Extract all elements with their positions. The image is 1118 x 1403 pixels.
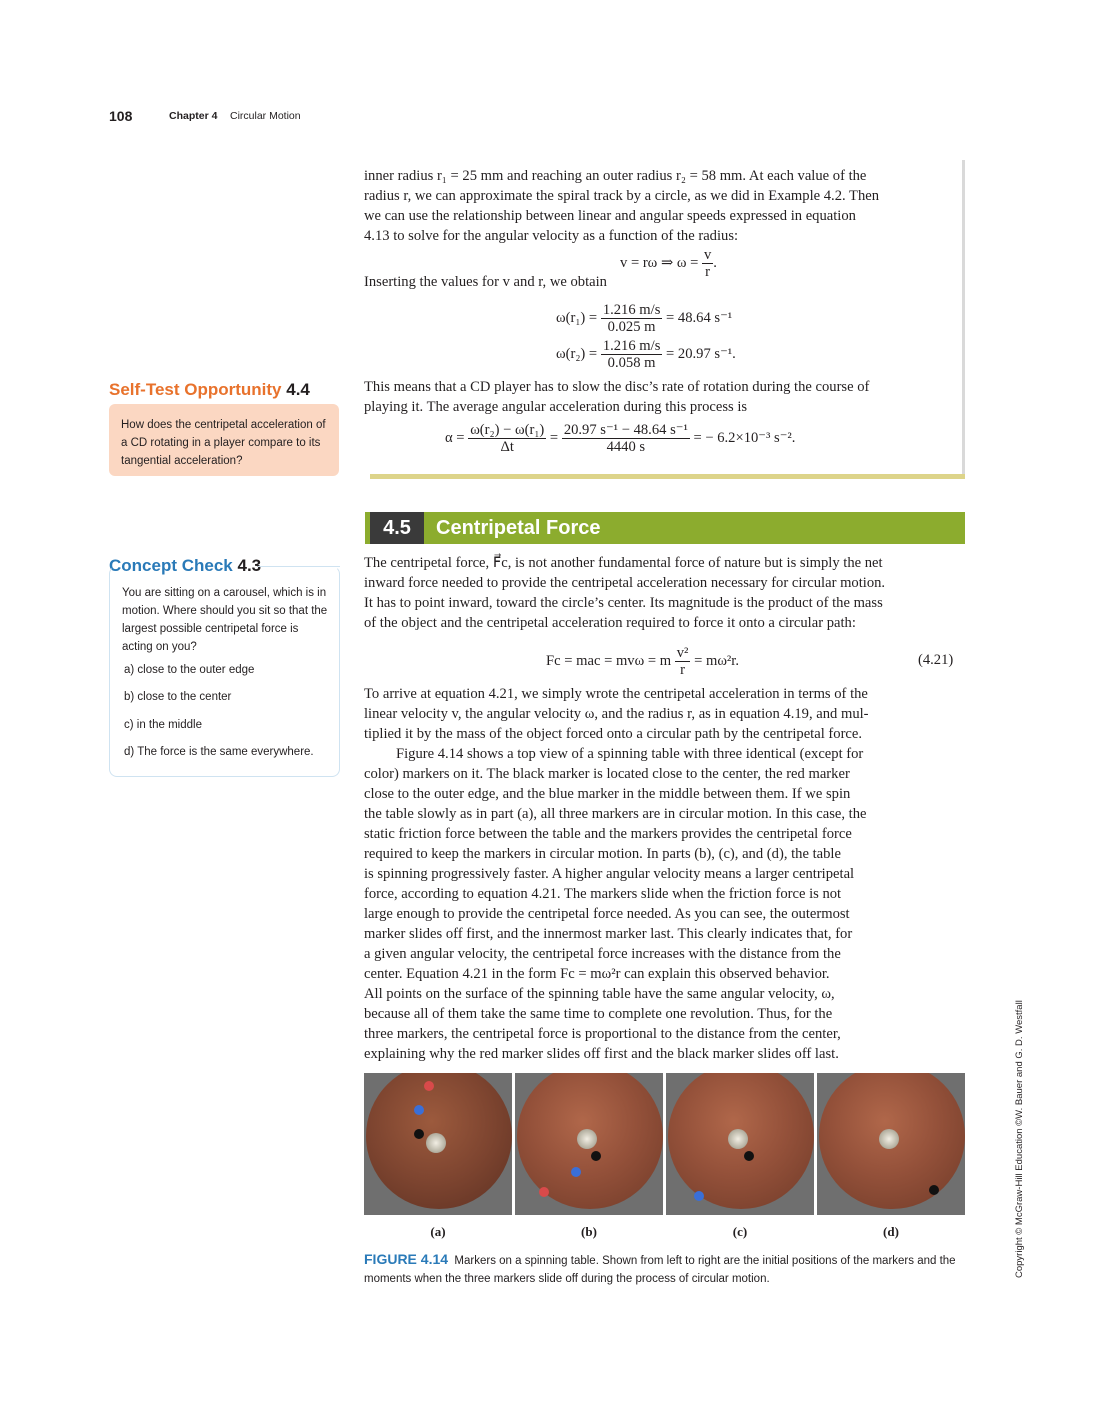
red-marker: [539, 1187, 549, 1197]
equation-omega-r2: ω(r₂) = $\frac{1.216 m/s}{0.058 m}$ = 20.97 s⁻¹.: [556, 338, 736, 371]
concept-check-option: a) close to the outer edge: [124, 664, 255, 676]
panel-label-d: (d): [883, 1224, 899, 1239]
black-marker: [744, 1151, 754, 1161]
equation-number: (4.21): [918, 652, 954, 668]
chapter-title: Circular Motion: [230, 110, 301, 122]
equation-alpha: α = $\frac{\text{ω(r₂) − ω(r₁)}}{\Delta t}$ = $\frac{\text{20.97 s⁻¹ − 48.64 s⁻¹}}{4440 s}$ = − 6.2×10⁻³ s⁻².: [445, 422, 796, 455]
red-marker: [424, 1081, 434, 1091]
self-test-text: How does the centripetal acceleration of a CD rotating in a player compare to its tangential acceleration?: [121, 419, 326, 467]
example-line: inner radius r₁ = 25 mm and reaching an outer radius r₂ = 58 mm. At each value of the: [364, 168, 867, 184]
concept-check-question: You are sitting on a carousel, which is in motion. Where should you sit so that the largest possible centripetal force is acting on you?: [122, 587, 328, 653]
concept-check-option: b) close to the center: [124, 691, 232, 703]
figure-photo-c: [666, 1073, 814, 1215]
example-box-bottom-border: [370, 474, 965, 479]
figure-photo-a: [364, 1073, 512, 1215]
section-title: Centripetal Force: [436, 517, 601, 539]
panel-label-b: (b): [581, 1224, 597, 1239]
panel-label-a: (a): [430, 1224, 446, 1239]
figure-label: FIGURE 4.14: [364, 1251, 449, 1267]
example-box-right-border: [962, 160, 965, 478]
blue-marker: [694, 1191, 704, 1201]
page-number: 108: [109, 108, 133, 124]
concept-check-title: Concept Check 4.3: [109, 556, 262, 575]
body-paragraph-1: The centripetal force, F⃗c, is not another fundamental force of nature but is simply the net inward force needed to provide the centripetal acceleration necessary for circular motion. It has to point inward, toward the circle’s center. Its magnitude is the product of the mass of the object and the centripetal acceleration required to force it onto a circular path:: [364, 555, 886, 631]
figure-photo-b: [515, 1073, 663, 1215]
example-line: radius r, we can approximate the spiral track by a circle, as we did in Example 4.2. Then: [364, 188, 880, 204]
black-marker: [414, 1129, 424, 1139]
self-test-title: Self-Test Opportunity 4.4: [109, 380, 310, 399]
figure-photo-d: [817, 1073, 965, 1215]
equation-relation: v = rω ⇒ ω = $\frac{v}{r}$ .: [620, 247, 717, 280]
figure-caption: [364, 1250, 964, 1288]
equation-4-21: Fc = mac = mvω = m $\frac{\text{v²}}{r}$ = mω²r.: [546, 645, 740, 678]
panel-label-c: (c): [732, 1224, 748, 1239]
self-test-box: [109, 404, 339, 476]
means-paragraph: This means that a CD player has to slow the disc’s rate of rotation during the course of playing it. The average angular acceleration during this process is: [364, 379, 870, 415]
concept-check-option: d) The force is the same everywhere.: [124, 746, 314, 758]
inserting-text: Inserting the values for v and r, we obtain: [364, 274, 607, 290]
blue-marker: [414, 1105, 424, 1115]
blue-marker: [571, 1167, 581, 1177]
equation-omega-r1: ω(r₁) = $\frac{1.216 m/s}{0.025 m}$ = 48.64 s⁻¹: [556, 302, 733, 335]
section-number: 4.5: [370, 512, 424, 544]
example-line: 4.13 to solve for the angular velocity as a function of the radius:: [364, 228, 739, 244]
copyright-notice: Copyright © McGraw-Hill Education ©W. Bauer and G. D. Westfall: [1014, 1000, 1025, 1278]
chapter-label: Chapter 4: [169, 110, 218, 122]
example-continuation: [364, 166, 950, 246]
body-paragraph-3: Figure 4.14 shows a top view of a spinning table with three identical (except for color) markers on it. The black marker is located close to the center, the red marker close to the outer edge, and the blue marker in the middle between them. If we spin the table slowly as in part (a), all three markers are in circular motion. In this case, the static friction force between the table and the markers provides the centripetal force required to keep the markers in circular motion. In parts (b), (c), and (d), the table is spinning progressively faster. A higher angular velocity means a larger centripetal force, according to equation 4.21. The markers slide when the friction force is not large enough to provide the centripetal force needed. As you can see, the outermost marker slides off first, and the innermost marker last. This clearly indicates that, for a given angular velocity, the centripetal force increases with the distance from the center. Equation 4.21 in the form Fc = mω²r can explain this observed behavior. All points on the surface of the spinning table have the same angular velocity, ω, because all of them take the same time to complete one revolution. Thus, for the three markers, the centripetal force is proportional to the distance from the center, explaining why the red marker slides off first and the black marker slides off last.: [364, 746, 867, 1062]
black-marker: [591, 1151, 601, 1161]
figure-caption-text: Markers on a spinning table. Shown from left to right are the initial positions of the markers and the moments when the three markers slide off during the process of circular motion.: [364, 1255, 956, 1285]
black-marker: [929, 1185, 939, 1195]
body-paragraph-2: To arrive at equation 4.21, we simply wrote the centripetal acceleration in terms of the linear velocity v, the angular velocity ω, and the radius r, as in equation 4.19, and mul- tiplied it by the mass of the object forced onto a circular path by the centripetal force.: [364, 686, 869, 742]
example-line: we can use the relationship between linear and angular speeds expressed in equation: [364, 208, 856, 224]
concept-check-option: c) in the middle: [124, 719, 202, 731]
